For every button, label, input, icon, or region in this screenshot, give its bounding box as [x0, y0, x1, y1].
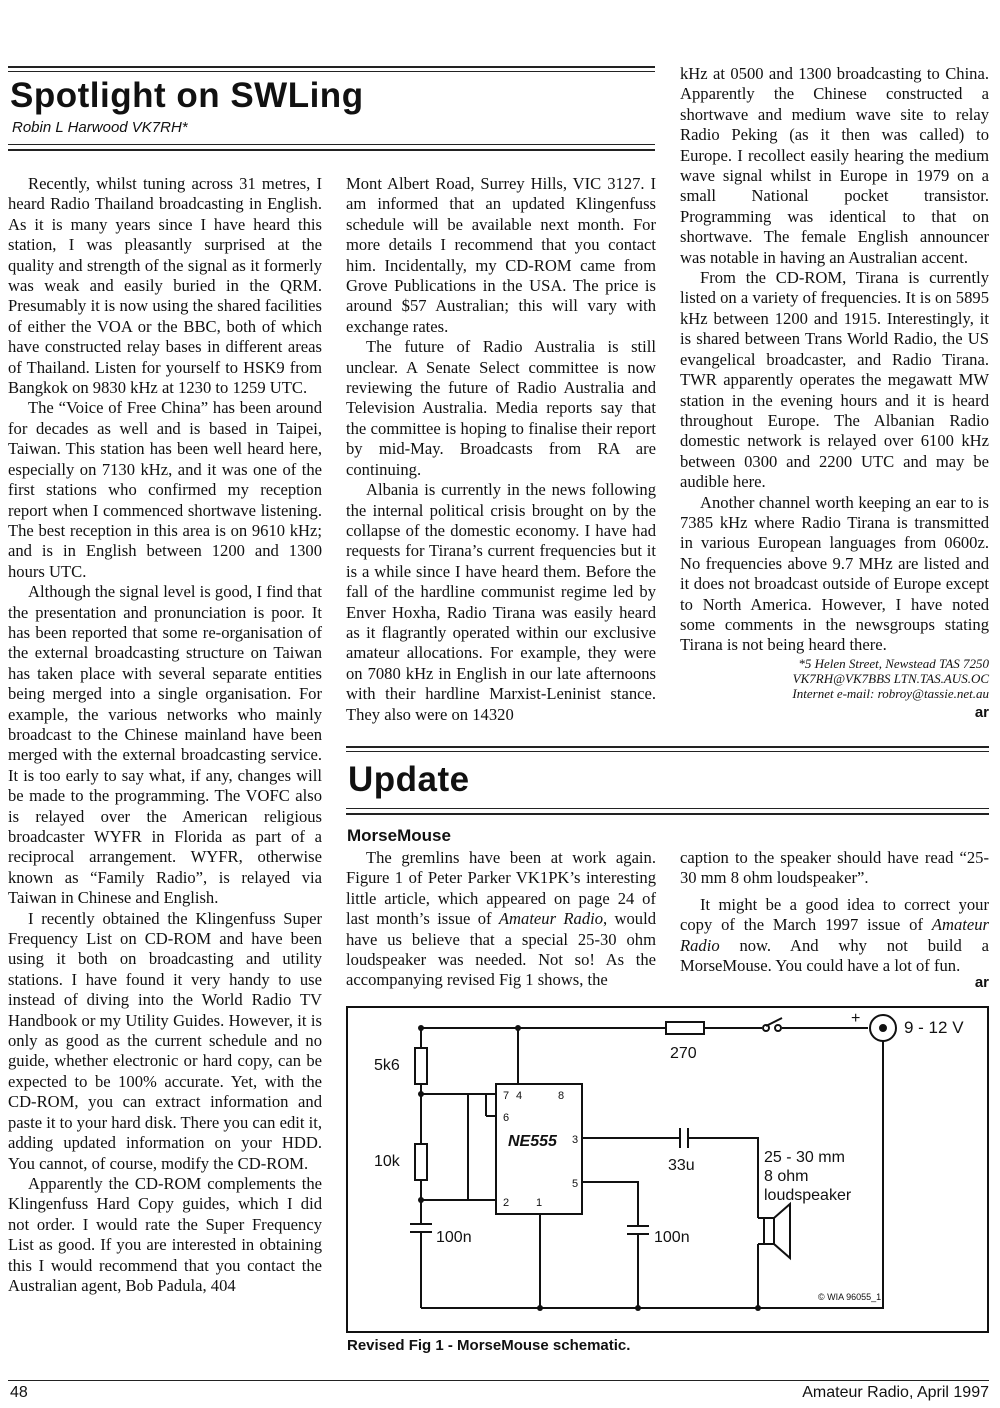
pin-label: 5 [572, 1178, 579, 1190]
pin-label: 6 [503, 1112, 510, 1124]
article-column-1 [8, 174, 322, 1296]
c3-label: 33u [668, 1157, 695, 1174]
junction-dot [418, 1025, 424, 1031]
pin-label: 3 [572, 1134, 579, 1146]
update-column-left [346, 848, 656, 991]
paragraph [346, 848, 656, 991]
update-rule-top [346, 746, 989, 748]
speaker-label-line3: loudspeaker [764, 1187, 852, 1204]
publication-name: Amateur Radio [498, 909, 604, 929]
article-end-mark: ar [974, 703, 989, 721]
plus-label: + [851, 1010, 861, 1027]
resistor-270 [666, 1022, 704, 1034]
article-byline: Robin L Harwood VK7RH* [12, 119, 188, 136]
c1-label: 100n [436, 1229, 472, 1246]
junction-dot [418, 1197, 424, 1203]
update-rule-bottom [346, 813, 989, 815]
text-run: now. And why not build a MorseMouse. You could have a lot of fun. [680, 935, 989, 976]
junction-dot [537, 1305, 543, 1311]
update-rule-bottom-thin [346, 808, 989, 809]
update-end-mark: ar [974, 974, 989, 991]
junction-dot [635, 1305, 641, 1311]
text-run: , would have us believe that a special 25-30 ohm loudspeaker was needed. Not so! As the accompanying revised Fig 1 shows, the [346, 909, 657, 990]
article-title: Spotlight on SWLing [10, 76, 364, 115]
junction-dot [515, 1025, 521, 1031]
supply-label: 9 - 12 V [904, 1018, 964, 1037]
paragraph: kHz at 0500 and 1300 broadcasting to China. Apparently the Chinese constructed a shortwave and medium wave site to relay Radio Peking (as it then was called) to Europe. I recollect easily hearing the medium wave signal whilst in Europe in 1979 on a small National pocket transistor. Programming was identical to that on shortwave. The female English announcer was notable in having an Australian accent. [680, 64, 989, 267]
article-column-3 [680, 64, 989, 723]
wire [468, 1094, 496, 1200]
speaker-cone [774, 1204, 790, 1258]
title-rule-bottom [8, 149, 655, 151]
c2-label: 100n [654, 1229, 690, 1246]
paragraph: Apparently the CD-ROM complements the Klingenfuss Hard Copy guides, which I did not order. I would rate the Super Frequency List as good. If you are interested in obtaining this I would recommend that you contact the Australian agent, Bob Padula, 404 [8, 1173, 322, 1295]
update-column-right [680, 848, 989, 976]
r2-label: 10k [374, 1153, 400, 1170]
pin-label: 2 [503, 1197, 510, 1209]
address-line: VK7RH@VK7BBS LTN.TAS.AUS.OC [792, 670, 989, 686]
paragraph: From the CD-ROM, Tirana is currently listed on a variety of frequencies. It is on 5895 kHz between 1200 and 1915. Interestingly, it is shared between Trans World Radio, the US evangelical broadcaster, and Radio Tirana. TWR apparently operates the megawatt MW station in the evening hours and it is heard throughout Europe. The Albanian Radio domestic network is relayed over 6100 kHz between 0300 and 2200 UTC and may be audible here. [680, 268, 989, 492]
speaker-magnet [764, 1218, 774, 1244]
figure-caption: Revised Fig 1 - MorseMouse schematic. [347, 1337, 631, 1354]
publication-info: Amateur Radio, April 1997 [802, 1384, 989, 1401]
ground-wire [421, 1041, 883, 1308]
paragraph: The “Voice of Free China” has been around for decades as well and is based in Taipei, Taiwan. This station has been well heard here, especially on 7130 kHz, and it was one of the first stations who confirmed my reception report when I commenced shortwave listening. The best reception in this area is on 9610 kHz; and is in English between 1200 and 1300 hours UTC. [8, 398, 322, 581]
pin-label: 1 [536, 1197, 543, 1209]
morsemouse-schematic [346, 1006, 989, 1333]
resistor-5k6 [415, 1048, 427, 1084]
article-column-2 [346, 174, 656, 725]
pin-label: 7 [503, 1090, 510, 1102]
update-subhead: MorseMouse [347, 826, 451, 845]
copyright-label: © WIA 96055_1 [818, 1292, 882, 1302]
paragraph: caption to the speaker should have read “25-30 mm 8 ohm loudspeaker”. [680, 848, 989, 888]
pin-label: 4 [516, 1090, 523, 1102]
address-line: *5 Helen Street, Newstead TAS 7250 [798, 655, 989, 671]
title-rule-bottom-thin [8, 144, 655, 145]
junction-dot [755, 1305, 761, 1311]
update-title: Update [348, 760, 470, 799]
wire [688, 1138, 758, 1218]
text-run: It might be a good idea to correct your copy of the March 1997 issue of [680, 894, 989, 935]
junction-dot [418, 1091, 424, 1097]
paragraph: Mont Albert Road, Surrey Hills, VIC 3127. I am informed that an updated Klingenfuss schedule will be available next month. For more details I recommend that you contact him. Incidentally, my CD-ROM came from Grove Publications in the USA. The price is around $57 Australian; this will vary with exchange rates. [346, 174, 656, 336]
ic-label: NE555 [508, 1133, 557, 1150]
publication-name: Amateur Radio [680, 915, 989, 955]
update-rule-top-thin [346, 751, 989, 752]
paragraph: Another channel worth keeping an ear to is 7385 kHz where Radio Tirana is transmitted in various European languages from 0600z. No frequencies above 9.7 MHz are listed and it does not broadcast outside of Europe except to North America. However, I have noted some comments in the newsgroups stating Tirana is not being heard there. [680, 492, 989, 655]
paragraph: The future of Radio Australia is still unclear. A Senate Select committee is now reviewing the future of Radio Australia and Television Australia. Media reports say that the committee is hoping to finalise their report by mid-May. Broadcasts from RA are continuing. [346, 337, 656, 479]
title-rule-top-thin [8, 71, 655, 72]
supply-terminal-center [880, 1025, 886, 1031]
paragraph: Albania is currently in the news following the internal political crisis brought on by the collapse of the domestic economy. I have had requests for Tirana’s current frequencies but it is a while since I have heard them. Before the fall of the hardline communist regime led by Enver Hoxha, Radio Tirana was easily heard as it flagrantly operated within our exclusive amateur allocations. For example, they were on 7080 kHz in English in our late afternoons with their hardline Marxist-Leninist stance. They also were on 14320 [346, 480, 656, 724]
footer-rule [8, 1380, 989, 1381]
switch-contact [775, 1025, 781, 1031]
resistor-10k [415, 1144, 427, 1180]
paragraph: Although the signal level is good, I find that the presentation and pronunciation is poor. It has been reported that some re-organisation of the external broadcasting structure on Taiwan has taken place with several separate entities being merged into a single organisation. For example, the various networks who mainly broadcast to the Chinese mainland have been merged with the external broadcasting service. It is too early to say what, if any, changes will be made to the programming. The VOFC also is relayed over the American religious broadcaster WYFR in Florida as part of a reciprocal arrangement. WYFR, otherwise known as “Family Radio”, is relayed via Taiwan in Chinese and English. [8, 582, 322, 908]
speaker-label-line1: 25 - 30 mm [764, 1149, 845, 1166]
text-run: The gremlins have been at work again. Figure 1 of Peter Parker VK1PK’s interesting little article, which appeared on page 24 of last month’s issue of [346, 848, 656, 929]
r1-label: 5k6 [374, 1057, 400, 1074]
wire [582, 1182, 638, 1226]
title-rule-top [8, 66, 655, 68]
pin-label: 8 [558, 1090, 565, 1102]
address-line: Internet e-mail: robroy@tassie.net.au [792, 685, 989, 701]
r3-label: 270 [670, 1045, 697, 1062]
paragraph [680, 895, 989, 977]
page-number: 48 [10, 1384, 28, 1401]
author-address [680, 656, 989, 701]
speaker-label-line2: 8 ohm [764, 1168, 809, 1185]
paragraph: Recently, whilst tuning across 31 metres, I heard Radio Thailand broadcasting in English. As it is many years since I have heard this station, I was pleasantly surprised at the quality and strength of the signal as it formerly was weak and easily buried in the QRM. Presumably it is now using the shared facilities of either the VOA or the BBC, both of which have constructed relay bases in different areas of Thailand. Listen for yourself to HSK9 from Bangkok on 9830 kHz at 1230 to 1259 UTC. [8, 174, 322, 398]
paragraph: I recently obtained the Klingenfuss Super Frequency List on CD-ROM and have been using it both on broadcasting and utility stations. I have found it very handy to use instead of diving into the World Radio TV Handbook or my Utility Guides. However, it is only as good as the current schedule and no guide, whether electronic or hard copy, can be expected to be 100% accurate. Yet, with the CD-ROM, you can extract information and paste it to your hard disk. There you can edit it, adding updated information on your HDD. You cannot, of course, modify the CD-ROM. [8, 908, 322, 1173]
